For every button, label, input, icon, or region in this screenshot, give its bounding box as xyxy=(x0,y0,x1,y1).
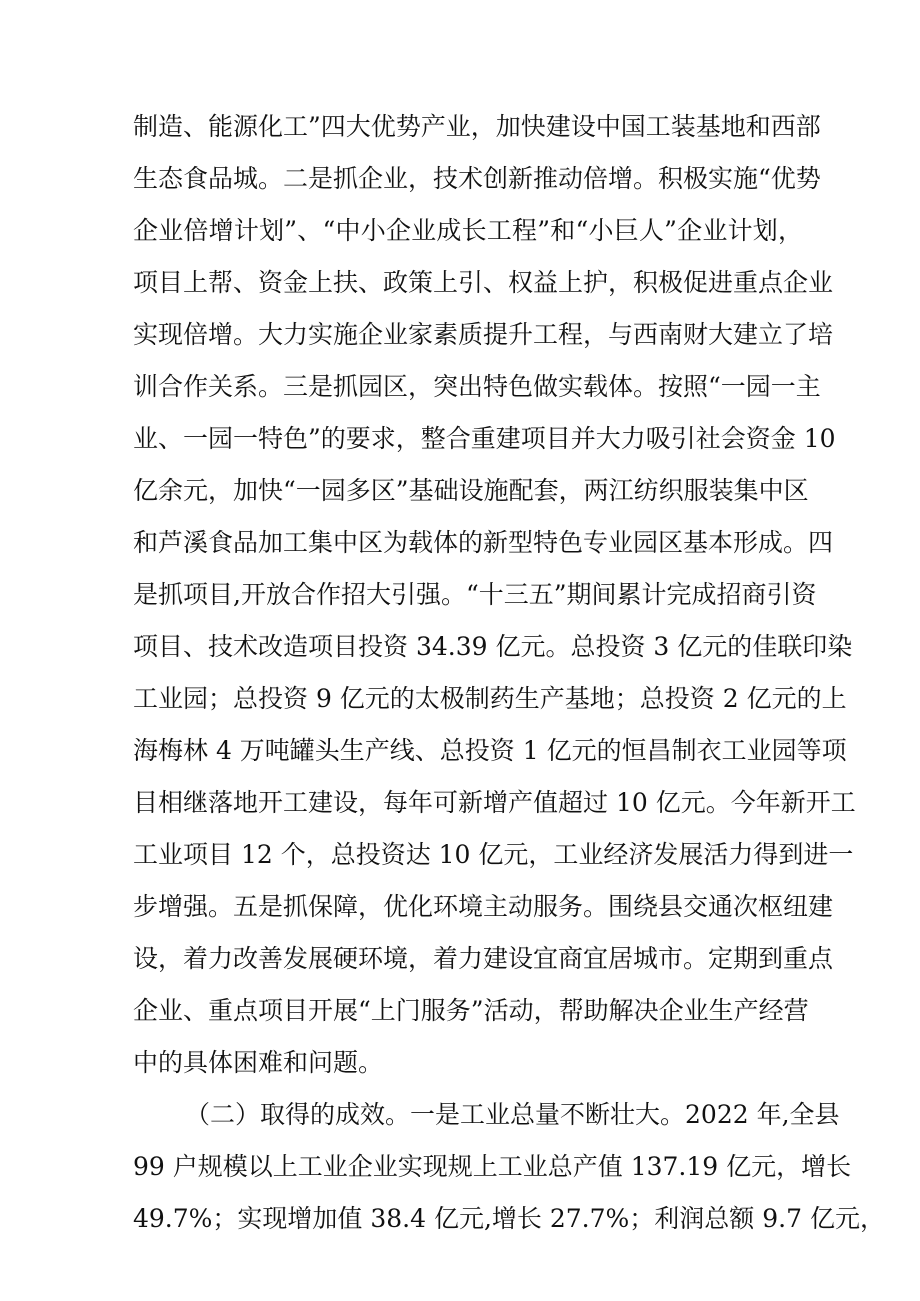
text-line: 项目上帮、资金上扶、政策上引、权益上护，积极促进重点企业 xyxy=(133,268,834,297)
text-line: 和芦溪食品加工集中区为载体的新型特色专业园区基本形成。四 xyxy=(133,528,834,557)
text-line: 企业倍增计划”、“中小企业成长工程”和“小巨人”企业计划， xyxy=(133,216,803,245)
text-line: 设，着力改善发展硬环境，着力建设宜商宜居城市。定期到重点 xyxy=(133,944,834,973)
text-line: 生态食品城。二是抓企业，技术创新推动倍增。积极实施“优势 xyxy=(133,164,821,193)
text-line: 训合作关系。三是抓园区，突出特色做实载体。按照“一园一主 xyxy=(133,372,821,401)
text-line: 中的具体困难和问题。 xyxy=(133,1048,384,1077)
text-line: （二）取得的成效。一是工业总量不断壮大。2022 年,全县 xyxy=(185,1100,840,1129)
text-line: 是抓项目,开放合作招大引强。“十三五”期间累计完成招商引资 xyxy=(133,580,817,609)
text-line: 业、一园一特色”的要求，整合重建项目并大力吸引社会资金 10 xyxy=(133,424,836,453)
text-line: 工业园；总投资 9 亿元的太极制药生产基地；总投资 2 亿元的上 xyxy=(133,684,847,713)
text-line: 49.7%；实现增加值 38.4 亿元,增长 27.7%；利润总额 9.7 亿元， xyxy=(133,1204,885,1233)
text-line: 实现倍增。大力实施企业家素质提升工程，与西南财大建立了培 xyxy=(133,320,834,349)
text-line: 99 户规模以上工业企业实现规上工业总产值 137.19 亿元，增长 xyxy=(133,1152,852,1181)
text-line: 项目、技术改造项目投资 34.39 亿元。总投资 3 亿元的佳联印染 xyxy=(133,632,853,661)
text-line: 企业、重点项目开展“上门服务”活动，帮助解决企业生产经营 xyxy=(133,996,809,1025)
text-line: 亿余元，加快“一园多区”基础设施配套，两江纺织服装集中区 xyxy=(133,476,809,505)
text-line: 海梅林 4 万吨罐头生产线、总投资 1 亿元的恒昌制衣工业园等项 xyxy=(133,736,847,765)
text-line: 制造、能源化工”四大优势产业，加快建设中国工装基地和西部 xyxy=(133,112,821,141)
text-line: 工业项目 12 个，总投资达 10 亿元，工业经济发展活力得到进一 xyxy=(133,840,854,869)
text-line: 步增强。五是抓保障，优化环境主动服务。围绕县交通次枢纽建 xyxy=(133,892,834,921)
text-line: 目相继落地开工建设，每年可新增产值超过 10 亿元。今年新开工 xyxy=(133,788,856,817)
